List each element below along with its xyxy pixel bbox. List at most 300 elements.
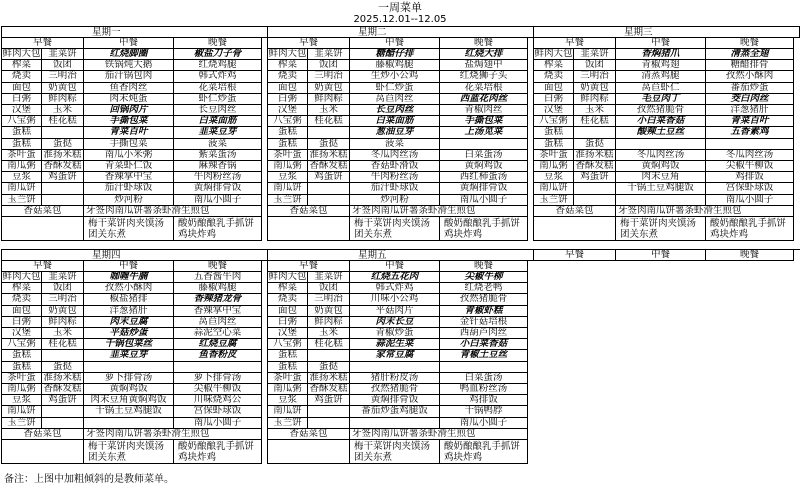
table-row	[268, 94, 528, 105]
menu-cell: 香辣掌中宝	[174, 306, 262, 317]
menu-cell: 手撕包菜	[84, 116, 174, 127]
menu-cell	[42, 418, 84, 429]
menu-cell	[42, 406, 84, 417]
table-row	[268, 150, 528, 161]
table-row	[2, 150, 262, 161]
menu-cell: 淮扬米糕	[308, 373, 350, 384]
table-row	[2, 94, 262, 105]
table-row	[534, 60, 794, 71]
table-row	[534, 172, 794, 183]
menu-cell: 香酥发糕	[574, 161, 616, 172]
menu-cell: 千锅土豆鸡腿饭	[84, 406, 174, 417]
menu-cell: 南瓜小圆子	[440, 195, 528, 206]
menu-cell: 玉兰饼	[534, 195, 574, 206]
menu-cell: 蛋挞	[42, 362, 84, 373]
table-row	[268, 172, 528, 183]
table-row	[268, 183, 528, 194]
table-row	[534, 217, 794, 241]
menu-cell	[308, 183, 350, 194]
table-row	[268, 83, 528, 94]
menu-cell: 韩式炸鸡	[174, 71, 262, 82]
menu-cell	[42, 350, 84, 361]
menu-cell: 韭菜豆芽	[84, 350, 174, 361]
table-row	[534, 195, 794, 206]
menu-cell: 咖喱牛腩	[84, 272, 174, 283]
menu-cell: 玉米	[308, 105, 350, 116]
menu-cell: 冬瓜肉丝汤	[350, 150, 440, 161]
menu-cell: 小白菜香菇	[616, 116, 706, 127]
menu-cell: 香菇菜包	[268, 206, 350, 217]
menu-cell: 黄焖排骨饭	[174, 183, 262, 194]
table-row	[534, 127, 794, 138]
menu-cell: 酸奶酿酿乳手抓饼鸡块炸鸡	[174, 440, 262, 464]
menu-cell: 鲜肉粽	[308, 317, 350, 328]
menu-cell: 桂花糕	[574, 116, 616, 127]
menu-cell: 黄焖排骨饭	[350, 395, 440, 406]
table-row	[268, 406, 528, 417]
menu-cell: 三明治	[42, 71, 84, 82]
menu-cell: 南瓜粥	[268, 161, 308, 172]
menu-cell: 榨菜	[268, 283, 308, 294]
menu-cell	[440, 139, 528, 150]
menu-cell: 梅干菜饼肉夹馍汤团关东煮	[84, 217, 174, 241]
menu-cell: 榨菜	[534, 60, 574, 71]
menu-cell: 长豆肉丝	[350, 105, 440, 116]
menu-cell: 鸡蛋饼	[574, 172, 616, 183]
menu-cell: 南瓜小圆子	[174, 418, 262, 429]
menu-cell: 鸡蛋饼	[42, 172, 84, 183]
menu-cell: 洋葱猪肝	[84, 306, 174, 317]
menu-cell: 铁锅炖大鹅	[84, 60, 174, 71]
breakfast-header: 早餐	[534, 38, 616, 49]
menu-cell	[616, 139, 706, 150]
menu-cell: 肉末豆腐	[84, 317, 174, 328]
menu-cell: 豆浆	[534, 172, 574, 183]
menu-cell: 香酥发糕	[42, 161, 84, 172]
table-row	[534, 83, 794, 94]
menu-cell: 鸡排饭	[706, 172, 794, 183]
table-row	[268, 317, 528, 328]
menu-cell: 牙签肉南瓜饼薯条虾滑生煎包	[616, 206, 794, 217]
menu-cell: 鲜肉大包	[2, 49, 41, 60]
table-row	[268, 272, 528, 283]
menu-cell: 菠菜	[174, 139, 262, 150]
menu-cell: 平菇肉片	[350, 306, 440, 317]
menu-cell: 玉兰饼	[268, 195, 308, 206]
menu-cell	[84, 362, 174, 373]
menu-cell: 玉米	[42, 328, 84, 339]
menu-cell: 茭白肉丝	[706, 94, 794, 105]
menu-cell: 花菜培根	[440, 83, 528, 94]
menu-cell: 藤椒鸡腿	[350, 60, 440, 71]
meal-header: 晚餐	[706, 250, 794, 261]
menu-cell: 榨菜	[268, 60, 308, 71]
menu-cell: 白菜面筋	[174, 116, 262, 127]
menu-cell: 奶黄包	[42, 83, 84, 94]
table-row	[2, 195, 262, 206]
menu-cell: 萝卜排骨汤	[84, 373, 174, 384]
menu-cell: 鲜肉粽	[42, 94, 84, 105]
day-block-3	[533, 26, 800, 241]
menu-cell	[308, 195, 350, 206]
menu-cell: 青椒土豆丝	[440, 350, 528, 361]
table-row	[268, 350, 528, 361]
menu-cell: 清蒸全翅	[706, 49, 794, 60]
menu-cell	[350, 362, 440, 373]
menu-cell: 桂花糕	[42, 339, 84, 350]
menu-cell: 香菇菜包	[2, 429, 84, 440]
menu-cell: 肉末豆角黄焖鸡饭	[84, 395, 174, 406]
menu-cell: 韭菜饼	[574, 49, 616, 60]
menu-cell: 鱼香粉皮	[174, 350, 262, 361]
menu-cell: 清蒸鸡腿	[616, 71, 706, 82]
menu-cell: 蛋糕	[2, 139, 42, 150]
table-row	[268, 49, 528, 60]
page-title: 一周菜单	[378, 1, 422, 14]
menu-cell: 饭团	[308, 283, 350, 294]
menu-cell: 茄汁虾球饭	[84, 183, 174, 194]
menu-cell: 鲜肉大包	[268, 272, 307, 283]
table-row	[268, 127, 528, 138]
menu-cell: 茶叶蛋	[2, 373, 42, 384]
menu-cell: 蛋糕	[268, 350, 308, 361]
menu-cell: 汉堡	[2, 105, 42, 116]
day-block-4	[1, 249, 268, 464]
table-row	[268, 429, 528, 440]
table-row	[2, 384, 262, 395]
menu-cell: 红烧狮子头	[440, 71, 528, 82]
menu-cell: 蒜泥空心菜	[174, 328, 262, 339]
menu-cell: 黄焖鸡饭	[84, 384, 174, 395]
lunch-header: 中餐	[84, 38, 174, 49]
menu-cell: 豆浆	[268, 172, 308, 183]
menu-cell: 牙签肉南瓜饼薯条虾滑生煎包	[350, 206, 528, 217]
menu-cell: 烧卖	[268, 71, 308, 82]
menu-cell: 鲜肉大包	[2, 272, 41, 283]
table-row	[2, 306, 262, 317]
table-row	[2, 49, 262, 60]
menu-cell: 梅干菜饼肉夹馍汤团关东煮	[616, 217, 706, 241]
menu-cell: 酸辣土豆丝	[616, 127, 706, 138]
menu-cell: 牛肉粉丝汤	[350, 172, 440, 183]
menu-cell: 五香酱牛肉	[174, 272, 262, 283]
dinner-header: 晚餐	[706, 38, 794, 49]
menu-cell: 南瓜饼	[2, 406, 42, 417]
table-row	[268, 418, 528, 429]
table-row	[2, 161, 262, 172]
menu-cell: 饭团	[42, 60, 84, 71]
menu-cell: 鲜肉粽	[308, 94, 350, 105]
menu-cell: 尖椒牛柳饭	[174, 384, 262, 395]
table-row	[268, 373, 528, 384]
menu-cell: 茶叶蛋	[268, 373, 308, 384]
table-row	[268, 306, 528, 317]
menu-cell: 香菇虾滑饭	[350, 161, 440, 172]
menu-cell: 紫菜蛋汤	[174, 150, 262, 161]
menu-cell: 茄汁虾球饭	[350, 183, 440, 194]
table-row	[268, 440, 528, 464]
menu-cell: 南瓜粥	[2, 384, 42, 395]
breakfast-header: 早餐	[2, 261, 84, 272]
menu-cell: 猪肝粉皮汤	[350, 373, 440, 384]
menu-cell: 香焖猪爪	[616, 49, 706, 60]
menu-cell: 蛋挞	[42, 139, 84, 150]
menu-cell: 平菇炒蛋	[84, 328, 174, 339]
menu-cell: 糖醋仔排	[350, 49, 440, 60]
table-row	[2, 418, 262, 429]
breakfast-header: 早餐	[268, 261, 350, 272]
menu-cell: 西蓝花肉丝	[440, 94, 528, 105]
menu-cell: 三明治	[42, 294, 84, 305]
table-row	[268, 328, 528, 339]
menu-cell: 红烧脚圈	[84, 49, 174, 60]
menu-cell: 淮扬米糕	[42, 150, 84, 161]
menu-cell: 酸奶酿酿乳手抓饼鸡块炸鸡	[706, 217, 794, 241]
menu-cell: 莴苣肉丝	[350, 94, 440, 105]
menu-cell: 鱼香肉丝	[84, 83, 174, 94]
table-row	[534, 94, 794, 105]
menu-cell: 千锅土豆鸡腿饭	[616, 183, 706, 194]
menu-cell: 烧卖	[2, 71, 42, 82]
menu-cell: 白菜面筋	[350, 116, 440, 127]
table-row	[268, 206, 528, 217]
menu-cell: 蒜泥生菜	[350, 339, 440, 350]
menu-cell: 南瓜饼	[2, 183, 42, 194]
table-row	[534, 150, 794, 161]
empty-day-block	[533, 249, 800, 261]
table-row	[2, 206, 262, 217]
menu-cell: 金针菇培根	[440, 317, 528, 328]
table-row	[268, 116, 528, 127]
table-row	[2, 183, 262, 194]
menu-cell: 淮扬米糕	[574, 150, 616, 161]
menu-cell: 番茄炒蛋	[706, 83, 794, 94]
menu-cell: 淮扬米糕	[308, 150, 350, 161]
menu-cell	[174, 362, 262, 373]
menu-cell: 蛋糕	[268, 362, 308, 373]
table-row	[268, 217, 528, 241]
menu-cell: 千锅包菜丝	[84, 339, 174, 350]
menu-cell: 面包	[2, 83, 42, 94]
menu-cell: 奶黄包	[308, 306, 350, 317]
table-row	[268, 362, 528, 373]
menu-cell: 回锅肉片	[84, 105, 174, 116]
menu-cell: 青菜百叶	[84, 127, 174, 138]
menu-cell: 南瓜粥	[534, 161, 574, 172]
dinner-header: 晚餐	[440, 38, 528, 49]
menu-cell: 蛋挞	[308, 362, 350, 373]
menu-cell	[2, 440, 84, 464]
menu-cell: 韩式炸鸡	[350, 283, 440, 294]
menu-cell: 饭团	[42, 283, 84, 294]
menu-cell: 青椒鸡翅	[616, 60, 706, 71]
menu-cell: 肉末炖蛋	[84, 94, 174, 105]
menu-cell: 青菜百叶	[706, 116, 794, 127]
menu-cell: 韭菜饼	[42, 49, 84, 60]
menu-cell: 白粥	[534, 94, 574, 105]
menu-cell: 韭菜饼	[42, 272, 84, 283]
menu-cell: 面包	[268, 83, 308, 94]
menu-cell: 红烧鸡腿	[174, 60, 262, 71]
menu-cell: 尖椒牛柳	[440, 272, 528, 283]
menu-cell	[308, 418, 350, 429]
menu-cell: 肉末长豆	[350, 317, 440, 328]
menu-cell: 孜然猪脆骨	[616, 105, 706, 116]
menu-cell: 酸奶酿酿乳手抓饼鸡块炸鸡	[440, 440, 528, 464]
menu-cell: 毛豆肉丁	[616, 94, 706, 105]
menu-cell	[574, 127, 616, 138]
menu-cell	[268, 217, 350, 241]
date-range: 2025.12.01--12.05	[353, 14, 447, 25]
table-row	[268, 294, 528, 305]
menu-cell: 桂花糕	[308, 339, 350, 350]
table-row	[2, 395, 262, 406]
table-row	[2, 116, 262, 127]
menu-cell: 蛋糕	[2, 350, 42, 361]
menu-cell: 南瓜小圆子	[174, 195, 262, 206]
menu-cell: 葱油豆芽	[350, 127, 440, 138]
menu-cell: 黄焖鸡饭	[440, 161, 528, 172]
menu-cell: 桂花糕	[308, 116, 350, 127]
menu-cell: 炒河粉	[350, 195, 440, 206]
menu-cell	[2, 217, 84, 241]
menu-cell: 孜然小酥肉	[84, 283, 174, 294]
table-row	[2, 350, 262, 361]
menu-cell	[42, 127, 84, 138]
table-row	[534, 49, 794, 60]
menu-cell: 榨菜	[2, 283, 42, 294]
day-header: 星期二	[268, 27, 534, 38]
menu-cell: 鸡蛋饼	[308, 395, 350, 406]
menu-cell: 茄汁锅包肉	[84, 71, 174, 82]
dinner-header: 晚餐	[440, 261, 528, 272]
menu-cell: 洋葱猪肝	[706, 105, 794, 116]
table-row	[268, 384, 528, 395]
menu-cell: 汉堡	[268, 105, 308, 116]
table-row	[534, 206, 794, 217]
menu-cell: 八宝粥	[268, 339, 308, 350]
menu-cell: 香菇菜包	[2, 206, 84, 217]
menu-cell: 韭菜饼	[308, 49, 350, 60]
menu-cell: 椒盐刀子骨	[174, 49, 262, 60]
table-row	[268, 139, 528, 150]
menu-cell	[534, 217, 616, 241]
menu-cell: 奶黄包	[42, 306, 84, 317]
menu-cell: 虾仁炒蛋	[350, 83, 440, 94]
menu-cell: 上汤苋菜	[440, 127, 528, 138]
menu-cell: 小白菜香菇	[440, 339, 528, 350]
dinner-header: 晚餐	[174, 261, 262, 272]
menu-cell: 南瓜饼	[534, 183, 574, 194]
menu-cell: 饭团	[308, 60, 350, 71]
table-row	[534, 116, 794, 127]
table-row	[534, 183, 794, 194]
menu-cell: 南瓜小圆子	[440, 418, 528, 429]
menu-cell: 黄焖排骨饭	[440, 183, 528, 194]
menu-cell: 韭菜豆芽	[174, 127, 262, 138]
table-row	[2, 217, 262, 241]
menu-cell: 面包	[268, 306, 308, 317]
menu-cell: 青椒炒蛋	[350, 328, 440, 339]
menu-cell: 鲜肉粽	[574, 94, 616, 105]
menu-cell: 桂花糕	[42, 116, 84, 127]
table-row	[2, 272, 262, 283]
menu-cell: 红烧豆腐	[174, 339, 262, 350]
menu-cell: 香酥发糕	[308, 384, 350, 395]
menu-cell: 豆浆	[2, 172, 42, 183]
table-row	[2, 283, 262, 294]
menu-cell: 白粥	[268, 94, 308, 105]
table-row	[2, 60, 262, 71]
table-row	[268, 71, 528, 82]
menu-cell	[616, 195, 706, 206]
meal-header: 早餐	[534, 250, 616, 261]
menu-cell: 鸡排饭	[440, 395, 528, 406]
table-row	[268, 195, 528, 206]
menu-cell: 蛋挞	[308, 139, 350, 150]
menu-cell: 蛋糕	[534, 139, 574, 150]
menu-cell: 烧卖	[534, 71, 574, 82]
menu-cell: 香酥发糕	[42, 384, 84, 395]
menu-cell: 玉米	[42, 105, 84, 116]
lunch-header: 中餐	[350, 38, 440, 49]
menu-cell: 川味烧鸡公	[174, 395, 262, 406]
table-row	[2, 373, 262, 384]
menu-cell: 冬瓜肉丝汤	[616, 150, 706, 161]
menu-cell	[574, 195, 616, 206]
menu-cell: 香菇菜包	[534, 206, 616, 217]
menu-cell: 玉兰饼	[268, 418, 308, 429]
menu-cell: 手撕包菜	[440, 116, 528, 127]
table-row	[2, 440, 262, 464]
menu-cell: 蛋糕	[2, 362, 42, 373]
menu-cell: 八宝粥	[268, 116, 308, 127]
menu-cell: 孜然小酥肉	[706, 71, 794, 82]
menu-cell: 孜然猪脆骨	[440, 294, 528, 305]
menu-cell: 烧卖	[2, 294, 42, 305]
menu-cell: 青椒虾糕	[440, 306, 528, 317]
menu-cell: 汉堡	[268, 328, 308, 339]
menu-cell: 南瓜粥	[268, 384, 308, 395]
menu-cell: 鸡蛋饼	[42, 395, 84, 406]
menu-cell: 茶叶蛋	[2, 150, 42, 161]
menu-cell: 炒河粉	[84, 195, 174, 206]
menu-cell	[350, 418, 440, 429]
menu-cell: 萝卜排骨汤	[174, 373, 262, 384]
menu-cell: 白粥	[2, 317, 42, 328]
table-row	[268, 161, 528, 172]
menu-cell: 三明治	[308, 294, 350, 305]
menu-cell: 烧卖	[268, 294, 308, 305]
menu-cell: 手撕包菜	[84, 139, 174, 150]
menu-cell: 梅干菜饼肉夹馍汤团关东煮	[84, 440, 174, 464]
menu-cell	[308, 406, 350, 417]
menu-cell: 千锅鸭脖	[440, 406, 528, 417]
table-row	[268, 395, 528, 406]
menu-cell: 鲜肉大包	[268, 49, 307, 60]
menu-cell: 冬瓜肉丝汤	[706, 150, 794, 161]
table-row	[2, 172, 262, 183]
menu-cell: 梅干菜饼肉夹馍汤团关东煮	[350, 440, 440, 464]
menu-cell: 西红柿蛋汤	[440, 172, 528, 183]
menu-cell: 面包	[534, 83, 574, 94]
menu-cell: 豆浆	[2, 395, 42, 406]
table-row	[2, 406, 262, 417]
menu-cell: 红烧大排	[440, 49, 528, 60]
menu-cell: 蛋糕	[268, 127, 308, 138]
menu-cell: 茶叶蛋	[534, 150, 574, 161]
menu-cell: 八宝粥	[2, 116, 42, 127]
